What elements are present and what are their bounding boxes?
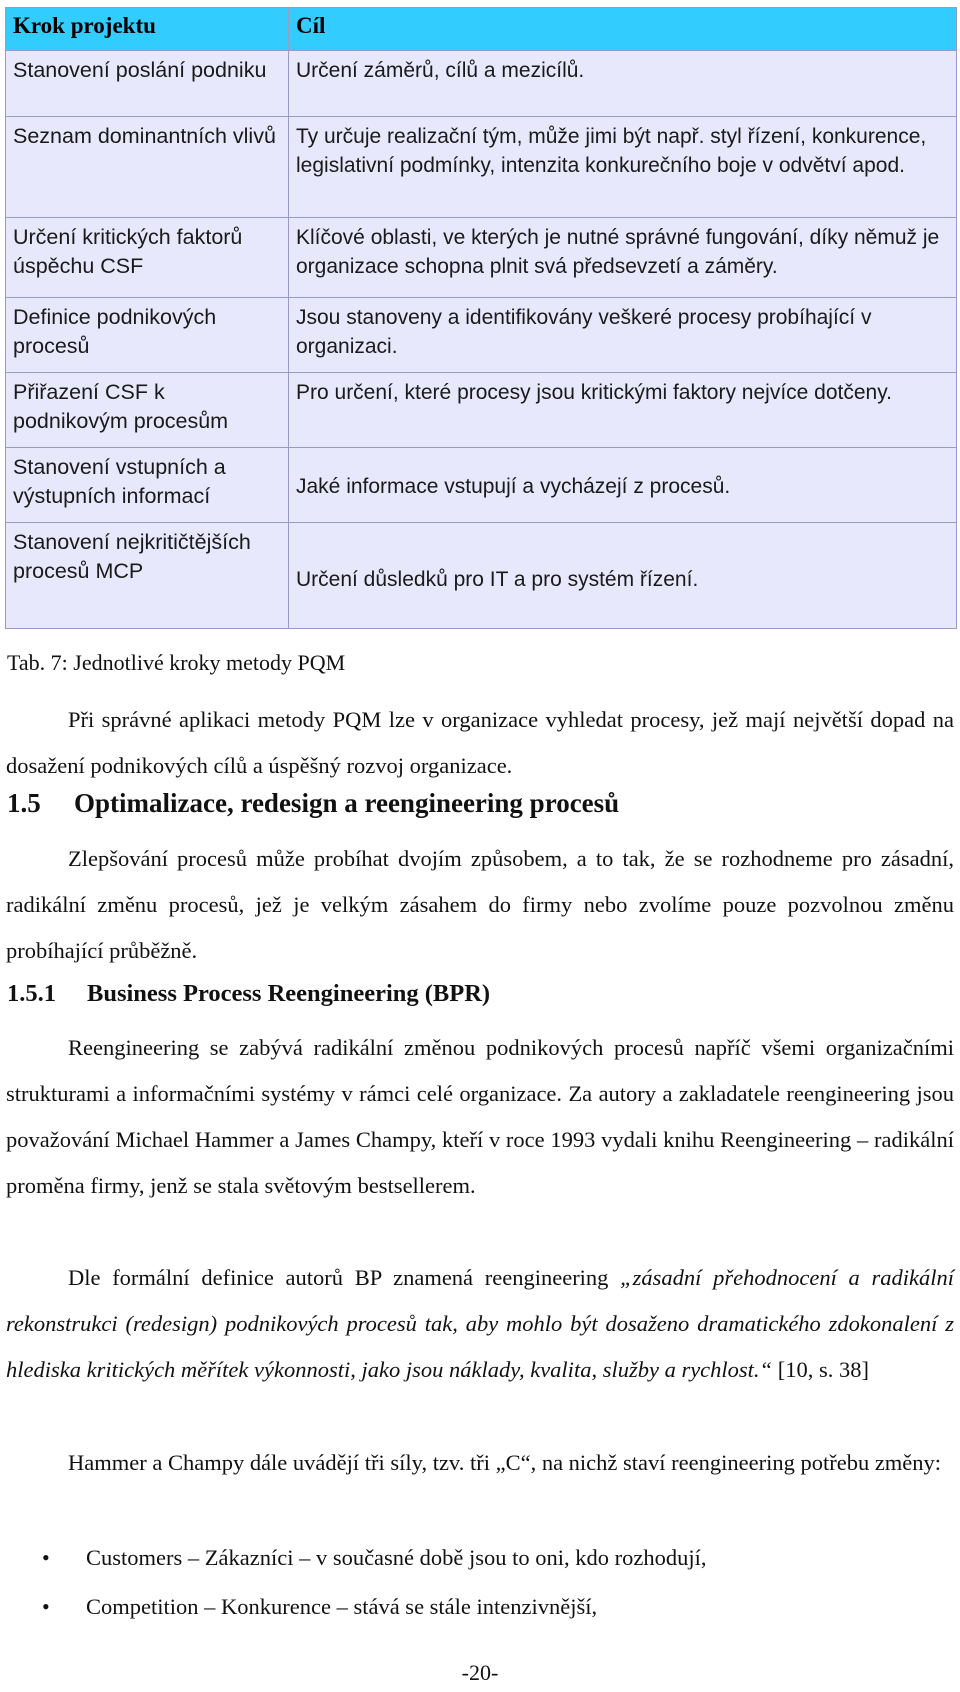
paragraph-pqm-summary [6, 697, 954, 789]
paragraph-text: Při správné aplikaci metody PQM lze v organizace vyhledat procesy, jež mají největší dopad na dosažení podnikových cílů a úspěšný rozvoj organizace. [6, 707, 954, 778]
table-cell-goal: Jaké informace vstupují a vycházejí z procesů. [289, 448, 957, 523]
table-cell-goal: Určení důsledků pro IT a pro systém řízení. [289, 523, 957, 629]
paragraph-text: Hammer a Champy dále uvádějí tři síly, tzv. tři „C“, na nichž staví reengineering potřebu změny: [68, 1450, 942, 1475]
table-cell-goal: Určení záměrů, cílů a mezicílů. [289, 51, 957, 117]
paragraph-text: Reengineering se zabývá radikální změnou podnikových procesů napříč všemi organizačními strukturami a informačními systémy v rámci celé organizace. Za autory a zakladatele reengineering jsou považování Michael Hammer a James Champy, kteří v roce 1993 vydali knihu Reengineering – radikální proměna firmy, jenž se stala světovým bestsellerem. [6, 1035, 954, 1198]
table-row [6, 373, 957, 448]
table-cell-step: Stanovení nejkritičtějších procesů MCP [6, 523, 289, 629]
table-row [6, 51, 957, 117]
column-header-step: Krok projektu [6, 8, 289, 51]
table-row [6, 218, 957, 298]
table-row [6, 448, 957, 523]
list-item [0, 1584, 707, 1633]
paragraph-reengineering [6, 1025, 954, 1209]
subsection-heading [7, 980, 490, 1008]
table-cell-step: Definice podnikových procesů [6, 298, 289, 373]
definition-lead: Dle formální definice autorů BP znamená reengineering [68, 1265, 621, 1290]
table-cell-step: Stanovení vstupních a výstupních informací [6, 448, 289, 523]
subsection-title: Business Process Reengineering (BPR) [87, 980, 491, 1007]
table-caption: Tab. 7: Jednotlivé kroky metody PQM [7, 650, 346, 675]
list-item-text: Competition – Konkurence – stává se stále intenzivnější, [86, 1594, 598, 1619]
table-row [6, 523, 957, 629]
section-number: 1.5 [7, 788, 41, 818]
bullet-icon: • [42, 1594, 50, 1619]
table-cell-goal: Pro určení, které procesy jsou kritickými faktory nejvíce dotčeny. [289, 373, 957, 448]
table-row [6, 298, 957, 373]
definition-quote: „zásadní přehodnocení a radikální rekonstrukci (redesign) podnikových procesů tak, aby mohlo být dosaženo dramatického zdokonalení z hlediska kritických měřítek výkonnosti, jako jsou náklady, kvalita, služby a rychlost.“ [6, 1265, 954, 1382]
table-cell-step: Seznam dominantních vlivů [6, 117, 289, 218]
section-heading [7, 788, 619, 819]
table-cell-step: Stanovení poslání podniku [6, 51, 289, 117]
column-header-goal: Cíl [289, 8, 957, 51]
paragraph-definition [6, 1255, 954, 1393]
paragraph-improvement [6, 836, 954, 974]
page-number: -20- [461, 1660, 499, 1685]
definition-citation: [10, s. 38] [772, 1357, 869, 1382]
table-cell-step: Přiřazení CSF k podnikovým procesům [6, 373, 289, 448]
table-cell-goal: Jsou stanoveny a identifikovány veškeré procesy probíhající v organizaci. [289, 298, 957, 373]
paragraph-text: Zlepšování procesů může probíhat dvojím způsobem, a to tak, že se rozhodneme pro zásadní, radikální změnu procesů, jež je velkým zásahem do firmy nebo zvolíme pouze pozvolnou změnu probíhající průběžně. [6, 846, 954, 963]
subsection-number: 1.5.1 [7, 980, 56, 1007]
three-c-list [0, 1535, 707, 1633]
section-title: Optimalizace, redesign a reengineering procesů [74, 788, 620, 818]
table-cell-step: Určení kritických faktorů úspěchu CSF [6, 218, 289, 298]
list-item [0, 1535, 707, 1584]
pqm-steps-table [5, 7, 957, 629]
table-cell-goal: Klíčové oblasti, ve kterých je nutné správné fungování, díky němuž je organizace schopna plnit svá předsevzetí a záměry. [289, 218, 957, 298]
table-cell-goal: Ty určuje realizační tým, může jimi být např. styl řízení, konkurence, legislativní podmínky, intenzita konkurečního boje v odvětví apod. [289, 117, 957, 218]
table-header-row [6, 8, 957, 51]
list-item-text: Customers – Zákazníci – v současné době jsou to oni, kdo rozhodují, [86, 1545, 707, 1570]
table-row [6, 117, 957, 218]
paragraph-three-c [6, 1440, 954, 1486]
bullet-icon: • [42, 1545, 50, 1570]
